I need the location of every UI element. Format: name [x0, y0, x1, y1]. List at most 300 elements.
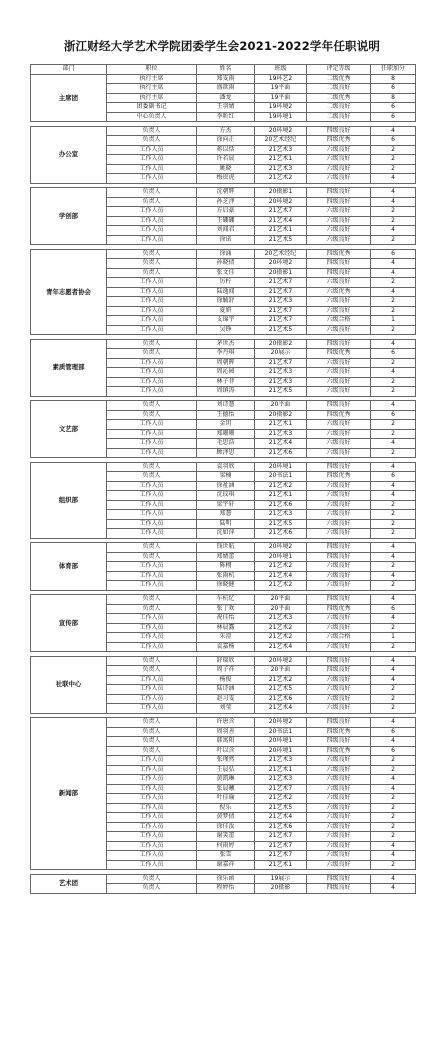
- class-cell: 21艺术2: [255, 174, 307, 184]
- class-cell: 21艺术3: [255, 368, 307, 378]
- table-row: [31, 249, 416, 259]
- points-cell: 4: [371, 188, 416, 198]
- class-cell: 21艺术4: [255, 642, 307, 652]
- points-cell: 2: [371, 429, 416, 439]
- grade-cell: 六级良好: [307, 226, 371, 236]
- document-title: 浙江财经大学艺术学院团委学生会2021-2022学年任职说明: [63, 39, 381, 53]
- name-cell: 徐向正: [197, 136, 255, 146]
- appointment-table: [30, 64, 416, 894]
- class-cell: 20环境2: [255, 197, 307, 207]
- points-cell: 4: [371, 287, 416, 297]
- class-cell: 21艺术3: [255, 377, 307, 387]
- grade-cell: 二级良好: [307, 84, 371, 94]
- points-cell: 4: [371, 884, 416, 894]
- name-cell: 程婷怡: [197, 884, 255, 894]
- class-cell: 21艺术4: [255, 439, 307, 449]
- name-cell: 舒瑞欣: [197, 656, 255, 666]
- class-cell: 20环境1: [255, 552, 307, 562]
- class-cell: 20环境2: [255, 656, 307, 666]
- grade-cell: 四级良好: [307, 462, 371, 472]
- position-cell: 负责人: [107, 401, 197, 411]
- points-cell: 2: [371, 306, 416, 316]
- name-cell: 张丁欢: [197, 604, 255, 614]
- grade-cell: 四级优秀: [307, 472, 371, 482]
- position-cell: 工作人员: [107, 704, 197, 714]
- grade-cell: 六级良好: [307, 491, 371, 501]
- position-cell: 工作人员: [107, 387, 197, 397]
- position-cell: 负责人: [107, 884, 197, 894]
- grade-cell: 六级良好: [307, 694, 371, 704]
- header-department: 部门: [31, 65, 107, 75]
- name-cell: 沈如萍: [197, 529, 255, 539]
- position-cell: 工作人员: [107, 529, 197, 539]
- grade-cell: 六级合格: [307, 316, 371, 326]
- points-cell: 4: [371, 259, 416, 269]
- position-cell: 工作人员: [107, 287, 197, 297]
- class-cell: 21艺术6: [255, 448, 307, 458]
- points-cell: 2: [371, 813, 416, 823]
- name-cell: 刘莹: [197, 704, 255, 714]
- name-cell: 钱世航: [197, 543, 255, 553]
- grade-cell: 六级良好: [307, 813, 371, 823]
- points-cell: 4: [371, 595, 416, 605]
- position-cell: 负责人: [107, 595, 197, 605]
- points-cell: 2: [371, 164, 416, 174]
- class-cell: 20环境1: [255, 462, 307, 472]
- grade-cell: 六级良好: [307, 784, 371, 794]
- position-cell: 工作人员: [107, 562, 197, 572]
- points-cell: 8: [371, 93, 416, 103]
- name-cell: 姚晓: [197, 164, 255, 174]
- grade-cell: 二级良好: [307, 112, 371, 122]
- position-cell: 工作人员: [107, 491, 197, 501]
- position-cell: 负责人: [107, 339, 197, 349]
- grade-cell: 六级良好: [307, 803, 371, 813]
- name-cell: 袁嘉杨: [197, 642, 255, 652]
- name-cell: 张晨曦: [197, 784, 255, 794]
- points-cell: 8: [371, 74, 416, 84]
- position-cell: 工作人员: [107, 420, 197, 430]
- position-cell: 工作人员: [107, 164, 197, 174]
- class-cell: 21艺术5: [255, 685, 307, 695]
- points-cell: 2: [371, 235, 416, 245]
- points-cell: 4: [371, 675, 416, 685]
- class-cell: 21艺术3: [255, 510, 307, 520]
- class-cell: 21艺术7: [255, 316, 307, 326]
- points-cell: 6: [371, 604, 416, 614]
- points-cell: 2: [371, 694, 416, 704]
- name-cell: 徐佳汝: [197, 822, 255, 832]
- points-cell: 4: [371, 481, 416, 491]
- department-cell: 体育部: [31, 543, 107, 591]
- points-cell: 2: [371, 704, 416, 714]
- position-cell: 负责人: [107, 874, 197, 884]
- department-cell: 社联中心: [31, 656, 107, 713]
- class-cell: 21艺术4: [255, 704, 307, 714]
- class-cell: 21艺术2: [255, 675, 307, 685]
- class-cell: 21艺术7: [255, 841, 307, 851]
- grade-cell: 六级良好: [307, 675, 371, 685]
- department-cell: 学创部: [31, 188, 107, 245]
- position-cell: 工作人员: [107, 500, 197, 510]
- grade-cell: 六级良好: [307, 519, 371, 529]
- points-cell: 2: [371, 448, 416, 458]
- points-cell: 4: [371, 614, 416, 624]
- class-cell: 19平面: [255, 84, 307, 94]
- name-cell: 王硼硼: [197, 216, 255, 226]
- class-cell: 21艺术6: [255, 822, 307, 832]
- position-cell: 工作人员: [107, 519, 197, 529]
- name-cell: 王羽婧: [197, 103, 255, 113]
- grade-cell: 四级良好: [307, 718, 371, 728]
- position-cell: 工作人员: [107, 794, 197, 804]
- class-cell: 21艺术7: [255, 851, 307, 861]
- name-cell: 林晨露: [197, 623, 255, 633]
- grade-cell: 四级良好: [307, 874, 371, 884]
- position-cell: 工作人员: [107, 448, 197, 458]
- header-grade: 评定等级: [307, 65, 371, 75]
- header-class: 班级: [255, 65, 307, 75]
- grade-cell: 六级良好: [307, 562, 371, 572]
- grade-cell: 四级良好: [307, 259, 371, 269]
- grade-cell: 六级良好: [307, 207, 371, 217]
- table-row: [31, 339, 416, 349]
- name-cell: 郑慧: [197, 510, 255, 520]
- grade-cell: 六级良好: [307, 448, 371, 458]
- name-cell: 刘诗慧: [197, 401, 255, 411]
- table-row: [31, 126, 416, 136]
- name-cell: 祝佳怡: [197, 614, 255, 624]
- class-cell: 21艺术7: [255, 358, 307, 368]
- grade-cell: 六级良好: [307, 623, 371, 633]
- position-cell: 工作人员: [107, 832, 197, 842]
- department-cell: 组织部: [31, 462, 107, 538]
- points-cell: 2: [371, 581, 416, 591]
- position-cell: 工作人员: [107, 851, 197, 861]
- name-cell: 梅贵虎: [197, 174, 255, 184]
- grade-cell: 四级良好: [307, 197, 371, 207]
- grade-cell: 四级良好: [307, 401, 371, 411]
- points-cell: 2: [371, 685, 416, 695]
- name-cell: 叶以含: [197, 746, 255, 756]
- grade-cell: 六级良好: [307, 145, 371, 155]
- class-cell: 20平面: [255, 595, 307, 605]
- points-cell: 4: [371, 543, 416, 553]
- points-cell: 4: [371, 571, 416, 581]
- class-cell: 20环境2: [255, 543, 307, 553]
- department-cell: 主席团: [31, 74, 107, 122]
- grade-cell: 六级良好: [307, 164, 371, 174]
- grade-cell: 六级良好: [307, 581, 371, 591]
- name-cell: 杨俊: [197, 675, 255, 685]
- position-cell: 负责人: [107, 136, 197, 146]
- position-cell: 工作人员: [107, 207, 197, 217]
- name-cell: 吴铮: [197, 325, 255, 335]
- position-cell: 工作人员: [107, 235, 197, 245]
- points-cell: 4: [371, 656, 416, 666]
- class-cell: 21艺术4: [255, 571, 307, 581]
- header-points: 任职加分: [371, 65, 416, 75]
- position-cell: 工作人员: [107, 581, 197, 591]
- points-cell: 4: [371, 666, 416, 676]
- grade-cell: 六级良好: [307, 368, 371, 378]
- name-cell: 周朝晖: [197, 358, 255, 368]
- class-cell: 21艺术1: [255, 765, 307, 775]
- points-cell: 1: [371, 316, 416, 326]
- name-cell: 支锦宇: [197, 316, 255, 326]
- name-cell: 车杭忆: [197, 595, 255, 605]
- grade-cell: 六级良好: [307, 429, 371, 439]
- name-cell: 赵习雯: [197, 694, 255, 704]
- class-cell: 21艺术6: [255, 500, 307, 510]
- grade-cell: 六级良好: [307, 420, 371, 430]
- points-cell: 2: [371, 216, 416, 226]
- class-cell: 19环境1: [255, 112, 307, 122]
- points-cell: 2: [371, 519, 416, 529]
- points-cell: 6: [371, 84, 416, 94]
- name-cell: 厉柠: [197, 278, 255, 288]
- department-cell: 素质管理部: [31, 339, 107, 396]
- class-cell: 20摄影1: [255, 268, 307, 278]
- class-cell: 21艺术3: [255, 775, 307, 785]
- name-cell: 倪乐: [197, 803, 255, 813]
- grade-cell: 六级良好: [307, 500, 371, 510]
- grade-cell: 四级良好: [307, 884, 371, 894]
- points-cell: 2: [371, 207, 416, 217]
- table-row: [31, 718, 416, 728]
- points-cell: 4: [371, 462, 416, 472]
- department-cell: 艺术团: [31, 874, 107, 893]
- position-cell: 负责人: [107, 666, 197, 676]
- position-cell: 工作人员: [107, 784, 197, 794]
- grade-cell: 四级优秀: [307, 746, 371, 756]
- table-header-row: [31, 65, 416, 75]
- position-cell: 工作人员: [107, 765, 197, 775]
- position-cell: 工作人员: [107, 633, 197, 643]
- grade-cell: 六级良好: [307, 306, 371, 316]
- department-cell: 文艺部: [31, 401, 107, 458]
- grade-cell: 四级良好: [307, 339, 371, 349]
- name-cell: 陈栩: [197, 562, 255, 572]
- position-cell: 工作人员: [107, 481, 197, 491]
- name-cell: 陆诗涵: [197, 685, 255, 695]
- position-cell: 工作人员: [107, 174, 197, 184]
- class-cell: 21艺术2: [255, 794, 307, 804]
- points-cell: 1: [371, 633, 416, 643]
- class-cell: 20艺术经纪: [255, 136, 307, 146]
- position-cell: 负责人: [107, 349, 197, 359]
- grade-cell: 六级良好: [307, 642, 371, 652]
- name-cell: 梁楠: [197, 472, 255, 482]
- grade-cell: 六级良好: [307, 841, 371, 851]
- grade-cell: 六级良好: [307, 685, 371, 695]
- position-cell: 负责人: [107, 126, 197, 136]
- name-cell: 黄梦倩: [197, 813, 255, 823]
- class-cell: 21艺术2: [255, 633, 307, 643]
- department-cell: 宣传部: [31, 595, 107, 652]
- points-cell: 2: [371, 325, 416, 335]
- grade-cell: 四级优秀: [307, 727, 371, 737]
- name-cell: 张瑾然: [197, 756, 255, 766]
- position-cell: 工作人员: [107, 306, 197, 316]
- grade-cell: 六级良好: [307, 756, 371, 766]
- points-cell: 6: [371, 136, 416, 146]
- points-cell: 2: [371, 642, 416, 652]
- class-cell: 21艺术2: [255, 581, 307, 591]
- class-cell: 21艺术5: [255, 325, 307, 335]
- grade-cell: 六级良好: [307, 794, 371, 804]
- position-cell: 负责人: [107, 746, 197, 756]
- table-body: [31, 74, 416, 893]
- grade-cell: 六级良好: [307, 377, 371, 387]
- grade-cell: 六级合格: [307, 633, 371, 643]
- grade-cell: 二级优秀: [307, 93, 371, 103]
- points-cell: 2: [371, 765, 416, 775]
- name-cell: 周沁园: [197, 368, 255, 378]
- position-cell: 工作人员: [107, 675, 197, 685]
- name-cell: 袁羽欣: [197, 462, 255, 472]
- points-cell: 2: [371, 145, 416, 155]
- points-cell: 4: [371, 439, 416, 449]
- grade-cell: 六级良好: [307, 851, 371, 861]
- table-row: [31, 595, 416, 605]
- table-row: [31, 188, 416, 198]
- points-cell: 4: [371, 851, 416, 861]
- name-cell: 毛思浩: [197, 439, 255, 449]
- grade-cell: 四级良好: [307, 188, 371, 198]
- table-row: [31, 401, 416, 411]
- points-cell: 4: [371, 268, 416, 278]
- name-cell: 蒋以恬: [197, 145, 255, 155]
- points-cell: 2: [371, 510, 416, 520]
- name-cell: 周羽善: [197, 727, 255, 737]
- class-cell: 21艺术4: [255, 813, 307, 823]
- grade-cell: 四级良好: [307, 656, 371, 666]
- class-cell: 20艺术经纪: [255, 249, 307, 259]
- grade-cell: 六级良好: [307, 614, 371, 624]
- points-cell: 2: [371, 155, 416, 165]
- position-cell: 工作人员: [107, 155, 197, 165]
- name-cell: 潘龙: [197, 93, 255, 103]
- name-cell: 李昕红: [197, 112, 255, 122]
- grade-cell: 四级良好: [307, 595, 371, 605]
- class-cell: 20环境2: [255, 259, 307, 269]
- grade-cell: 六级良好: [307, 216, 371, 226]
- name-cell: 郑婧蕾: [197, 552, 255, 562]
- grade-cell: 六级良好: [307, 439, 371, 449]
- name-cell: 朱澄: [197, 633, 255, 643]
- name-cell: 张文佳: [197, 268, 255, 278]
- points-cell: 2: [371, 529, 416, 539]
- name-cell: 叶佳瑜: [197, 794, 255, 804]
- position-cell: 工作人员: [107, 642, 197, 652]
- points-cell: 4: [371, 775, 416, 785]
- grade-cell: 二级良好: [307, 103, 371, 113]
- points-cell: 2: [371, 562, 416, 572]
- class-cell: 21艺术7: [255, 784, 307, 794]
- class-cell: 21艺术7: [255, 287, 307, 297]
- name-cell: 张雪: [197, 851, 255, 861]
- position-cell: 工作人员: [107, 358, 197, 368]
- position-cell: 执行主席: [107, 84, 197, 94]
- header-position: 职位: [107, 65, 197, 75]
- position-cell: 工作人员: [107, 145, 197, 155]
- class-cell: 19展示: [255, 874, 307, 884]
- table-row: [31, 74, 416, 84]
- class-cell: 20环境1: [255, 746, 307, 756]
- grade-cell: 六级良好: [307, 775, 371, 785]
- table-row: [31, 462, 416, 472]
- points-cell: 2: [371, 860, 416, 870]
- position-cell: 负责人: [107, 410, 197, 420]
- points-cell: 4: [371, 174, 416, 184]
- position-cell: 工作人员: [107, 685, 197, 695]
- class-cell: 21艺术1: [255, 860, 307, 870]
- points-cell: 6: [371, 410, 416, 420]
- class-cell: 20平面: [255, 401, 307, 411]
- class-cell: 20书法1: [255, 727, 307, 737]
- position-cell: 工作人员: [107, 216, 197, 226]
- grade-cell: 六级良好: [307, 529, 371, 539]
- grade-cell: 六级良好: [307, 387, 371, 397]
- position-cell: 执行主席: [107, 93, 197, 103]
- position-cell: 工作人员: [107, 756, 197, 766]
- grade-cell: 四级优秀: [307, 410, 371, 420]
- name-cell: 盛歆雨: [197, 84, 255, 94]
- position-cell: 负责人: [107, 249, 197, 259]
- grade-cell: 四级良好: [307, 552, 371, 562]
- class-cell: 19环艺2: [255, 74, 307, 84]
- class-cell: 20平面: [255, 604, 307, 614]
- class-cell: 20摄影2: [255, 339, 307, 349]
- class-cell: 20摄影1: [255, 188, 307, 198]
- name-cell: 谢嘉祥: [197, 860, 255, 870]
- position-cell: 负责人: [107, 259, 197, 269]
- class-cell: 20书法1: [255, 472, 307, 482]
- points-cell: 2: [371, 623, 416, 633]
- name-cell: 许唐含: [197, 718, 255, 728]
- points-cell: 2: [371, 297, 416, 307]
- grade-cell: 六级优秀: [307, 287, 371, 297]
- points-cell: 4: [371, 368, 416, 378]
- grade-cell: 六级良好: [307, 704, 371, 714]
- position-cell: 负责人: [107, 268, 197, 278]
- name-cell: 陆明: [197, 519, 255, 529]
- class-cell: 20展示: [255, 349, 307, 359]
- points-cell: 2: [371, 377, 416, 387]
- position-cell: 工作人员: [107, 368, 197, 378]
- position-cell: 负责人: [107, 604, 197, 614]
- name-cell: 徐祉涵: [197, 481, 255, 491]
- class-cell: 21艺术1: [255, 491, 307, 501]
- grade-cell: 四级优秀: [307, 136, 371, 146]
- points-cell: 6: [371, 349, 416, 359]
- points-cell: 4: [371, 226, 416, 236]
- grade-cell: 四级良好: [307, 268, 371, 278]
- points-cell: 2: [371, 500, 416, 510]
- class-cell: 21艺术2: [255, 562, 307, 572]
- position-cell: 工作人员: [107, 803, 197, 813]
- name-cell: 沈朝辉: [197, 188, 255, 198]
- position-cell: 负责人: [107, 197, 197, 207]
- points-cell: 2: [371, 794, 416, 804]
- points-cell: 2: [371, 278, 416, 288]
- position-cell: 工作人员: [107, 226, 197, 236]
- name-cell: 王德怡: [197, 410, 255, 420]
- position-cell: 工作人员: [107, 377, 197, 387]
- table-row: [31, 656, 416, 666]
- name-cell: 黄凯琳: [197, 775, 255, 785]
